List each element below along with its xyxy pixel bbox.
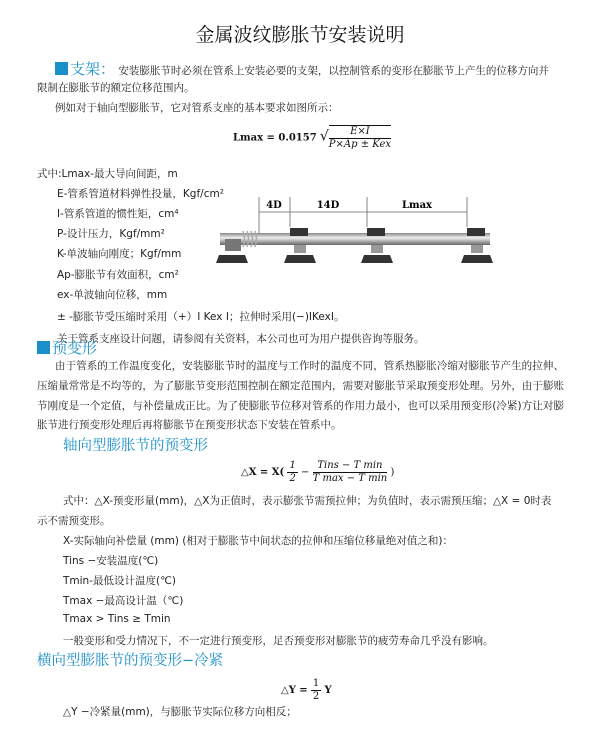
definition-line: P-设计压力，Kgf/mm² xyxy=(57,228,165,240)
support-intro-cont: 限制在膨胀节的额定位移范围内。 xyxy=(37,82,195,94)
pipe-support-diagram xyxy=(215,195,495,275)
close-paren: ) xyxy=(390,467,395,478)
axial-line: Tmax > Tins ≥ Tmin xyxy=(63,613,171,625)
definition-line: E-管系管道材料弹性投量，Kgf/cm² xyxy=(57,188,224,200)
denominator: 2 xyxy=(312,691,320,702)
axial-line: 一般变形和受力情况下，不一定进行预变形，足否预变形对膨胀节的疲劳寿命几乎没有影响。 xyxy=(63,635,494,647)
page-title: 金属波纹膨胀节安装说明 xyxy=(195,24,405,46)
axial-heading: 轴向型膨胀节的预变形 xyxy=(63,438,208,454)
square-bullet-icon xyxy=(37,341,50,354)
numerator: 1 xyxy=(312,678,320,689)
axial-line: Tins −安装温度(℃) xyxy=(63,555,159,567)
definition-line: K-单波轴向刚度；Kgf/mm xyxy=(57,248,182,260)
definition-line: ± -膨胀节受压缩时采用（+）I Kex I；拉伸时采用(−)IKexI。 xyxy=(57,311,345,323)
dim-label-lmax: Lmax xyxy=(401,200,433,211)
support-example: 例如对于轴向型膨胀节，它对管系支座的基本要求如图所示： xyxy=(55,102,339,114)
minus-sign: − xyxy=(301,467,310,478)
numerator: Tins − T min xyxy=(313,460,388,473)
lateral-formula xyxy=(281,678,332,703)
definition-line: ex-单波轴向位移，mm xyxy=(57,289,168,301)
predeform-heading: 预变形 xyxy=(52,339,98,357)
lateral-line: △Y −冷紧量(mm)，与膨胀节实际位移方向相反； xyxy=(63,706,297,718)
definition-line: 关于管系支座设计问题，请参阅有关资料，本公司也可为用户提供咨询等服务。 xyxy=(57,333,425,345)
definition-line: I-管系管道的惯性矩，cm⁴ xyxy=(57,208,179,220)
dim-label-14d: 14D xyxy=(316,200,340,211)
formula-denominator: P×Ap ± Kex xyxy=(328,139,392,150)
formula-numerator: E×I xyxy=(329,126,391,139)
half-fraction xyxy=(287,460,297,485)
definition-line: Ap-膨胀节有效面积，cm² xyxy=(57,269,179,281)
axial-line: Tmin-最低设计温度(℃) xyxy=(63,575,176,587)
dim-label-4d: 4D xyxy=(266,200,282,211)
lmax-formula: Lmax = 0.0157 √ $\frac{E\times I}{\text{P×Ap ± Kex}}$ xyxy=(233,126,392,150)
numerator: 1 xyxy=(289,460,296,471)
support-heading: 支架： xyxy=(70,60,116,78)
predeform-paragraph: 由于管系的工作温度变化，安装膨胀节时的温度与工作时的温度不同，管系热膨胀冷缩对膨胀节产生的拉伸、压缩量常常是不均等的，为了膨胀节变形范围控制在额定范围内，需要对膨胀节采取预变形处理。另外，由于膨账节刚度是一个定值，与补偿量成正比。为了使膨胀节位移对管系的作用力最小，也可以采用预变形(冷紧)方让对膨胀节进行预变形处理后再将膨胀节在预变形状态下安装在管系中。 xyxy=(37,360,564,432)
half-fraction xyxy=(311,678,321,703)
axial-line: X-实际轴向补偿量 (mm) (相对于膨胀节中间状态的拉伸和压缩位移量绝对值之和)： xyxy=(63,535,453,547)
axial-line: 示不需预变形。 xyxy=(37,515,111,527)
axial-line: Tmax −最高设计温（℃) xyxy=(63,595,184,607)
pipe xyxy=(220,233,490,245)
lateral-heading: 横向型膨胀节的预变形−冷紧 xyxy=(37,653,224,669)
formula-fraction xyxy=(329,125,391,151)
denominator: T max − T min xyxy=(312,473,388,484)
support-intro-line xyxy=(55,58,549,79)
axial-formula xyxy=(241,460,394,485)
definition-line: 式中:Lmax-最大导向间距，m xyxy=(37,168,178,180)
formula-lhs: Lmax = 0.0157 xyxy=(233,132,317,144)
formula-rhs: Y xyxy=(324,685,332,696)
denominator: 2 xyxy=(289,473,296,484)
support-intro: 安装膨胀节时必须在管系上安装必要的支架，以控制管系的变形在膨胀节上产生的位移方向并 xyxy=(118,65,549,77)
predeform-heading-line xyxy=(37,337,97,358)
formula-lhs: △X = X( xyxy=(241,467,285,478)
axial-line: 式中：△X-预变形量(mm)，△X为正值时，表示膨张节需预拉伸；为负值时，表示需预压缩；△X = 0时表 xyxy=(63,495,552,507)
square-bullet-icon xyxy=(55,62,68,75)
temperature-fraction xyxy=(313,460,388,485)
formula-lhs: △Y = xyxy=(281,685,308,696)
